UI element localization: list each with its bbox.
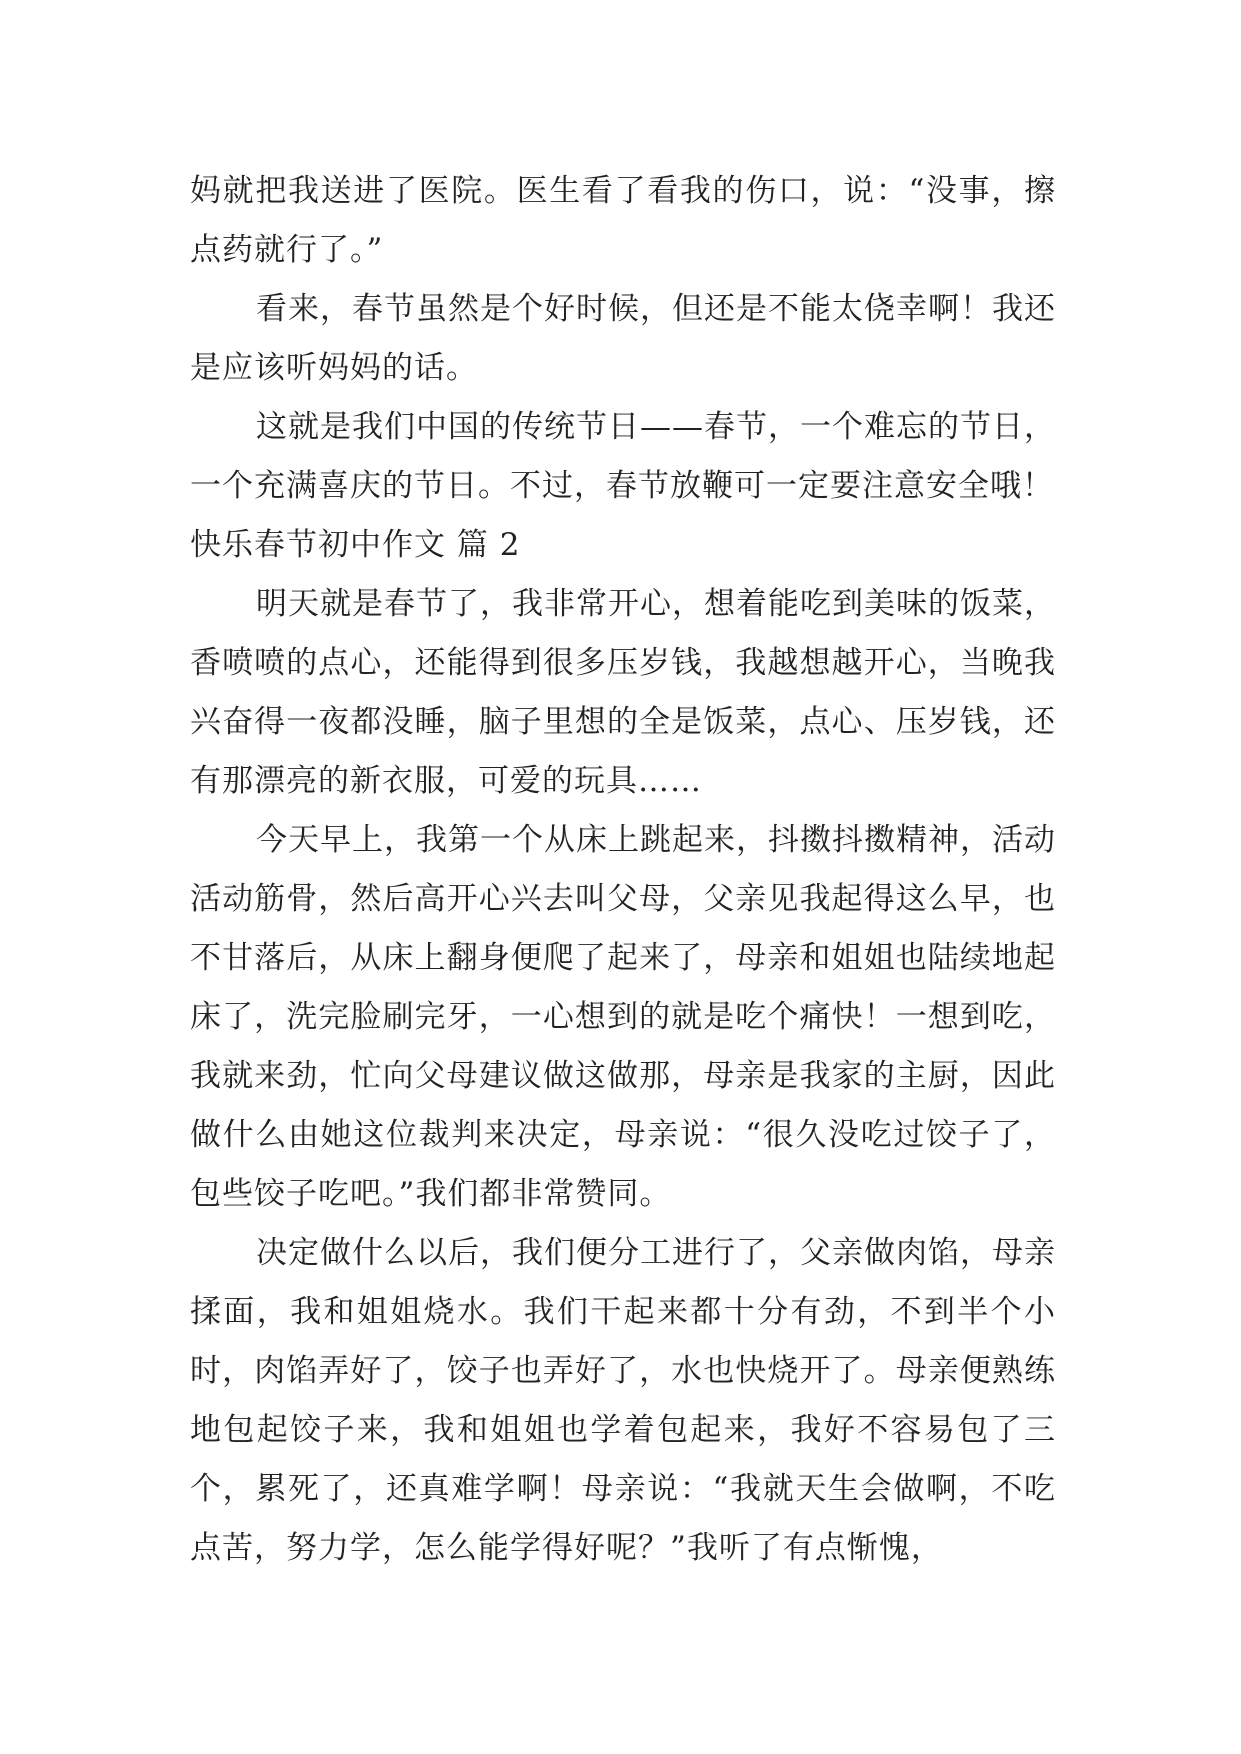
paragraph-4: 明天就是春节了，我非常开心，想着能吃到美味的饭菜，香喷喷的点心，还能得到很多压岁钱，我越想越开心，当晚我兴奋得一夜都没睡，脑子里想的全是饭菜，点心、压岁钱，还有那漂亮的新衣服，可爱的玩具…… [190, 586, 1056, 799]
paragraph-5: 今天早上，我第一个从床上跳起来，抖擞抖擞精神，活动活动筋骨，然后高开心兴去叫父母，父亲见我起得这么早，也不甘落后，从床上翻身便爬了起来了，母亲和姐姐也陆续地起床了，洗完脸刷完牙，一心想到的就是吃个痛快！一想到吃，我就来劲，忙向父母建议做这做那，母亲是我家的主厨，因此做什么由她这位裁判来决定，母亲说：“很久没吃过饺子了，包些饺子吃吧。”我们都非常赞同。 [190, 822, 1056, 1212]
body-text [190, 162, 1056, 1578]
paragraph-3: 这就是我们中国的传统节日——春节，一个难忘的节日，一个充满喜庆的节日。不过，春节放鞭可一定要注意安全哦！ [190, 409, 1056, 504]
paragraph-1: 妈就把我送进了医院。医生看了看我的伤口，说：“没事，擦点药就行了。” [190, 173, 1056, 268]
paragraph-2: 看来，春节虽然是个好时候，但还是不能太侥幸啊！我还是应该听妈妈的话。 [190, 291, 1056, 386]
section-heading: 快乐春节初中作文 篇 2 [190, 527, 521, 563]
paragraph-6: 决定做什么以后，我们便分工进行了，父亲做肉馅，母亲揉面，我和姐姐烧水。我们干起来都十分有劲，不到半个小时，肉馅弄好了，饺子也弄好了，水也快烧开了。母亲便熟练地包起饺子来，我和姐姐也学着包起来，我好不容易包了三个，累死了，还真难学啊！母亲说：“我就天生会做啊，不吃点苦，努力学，怎么能学得好呢？”我听了有点惭愧， [190, 1235, 1056, 1566]
